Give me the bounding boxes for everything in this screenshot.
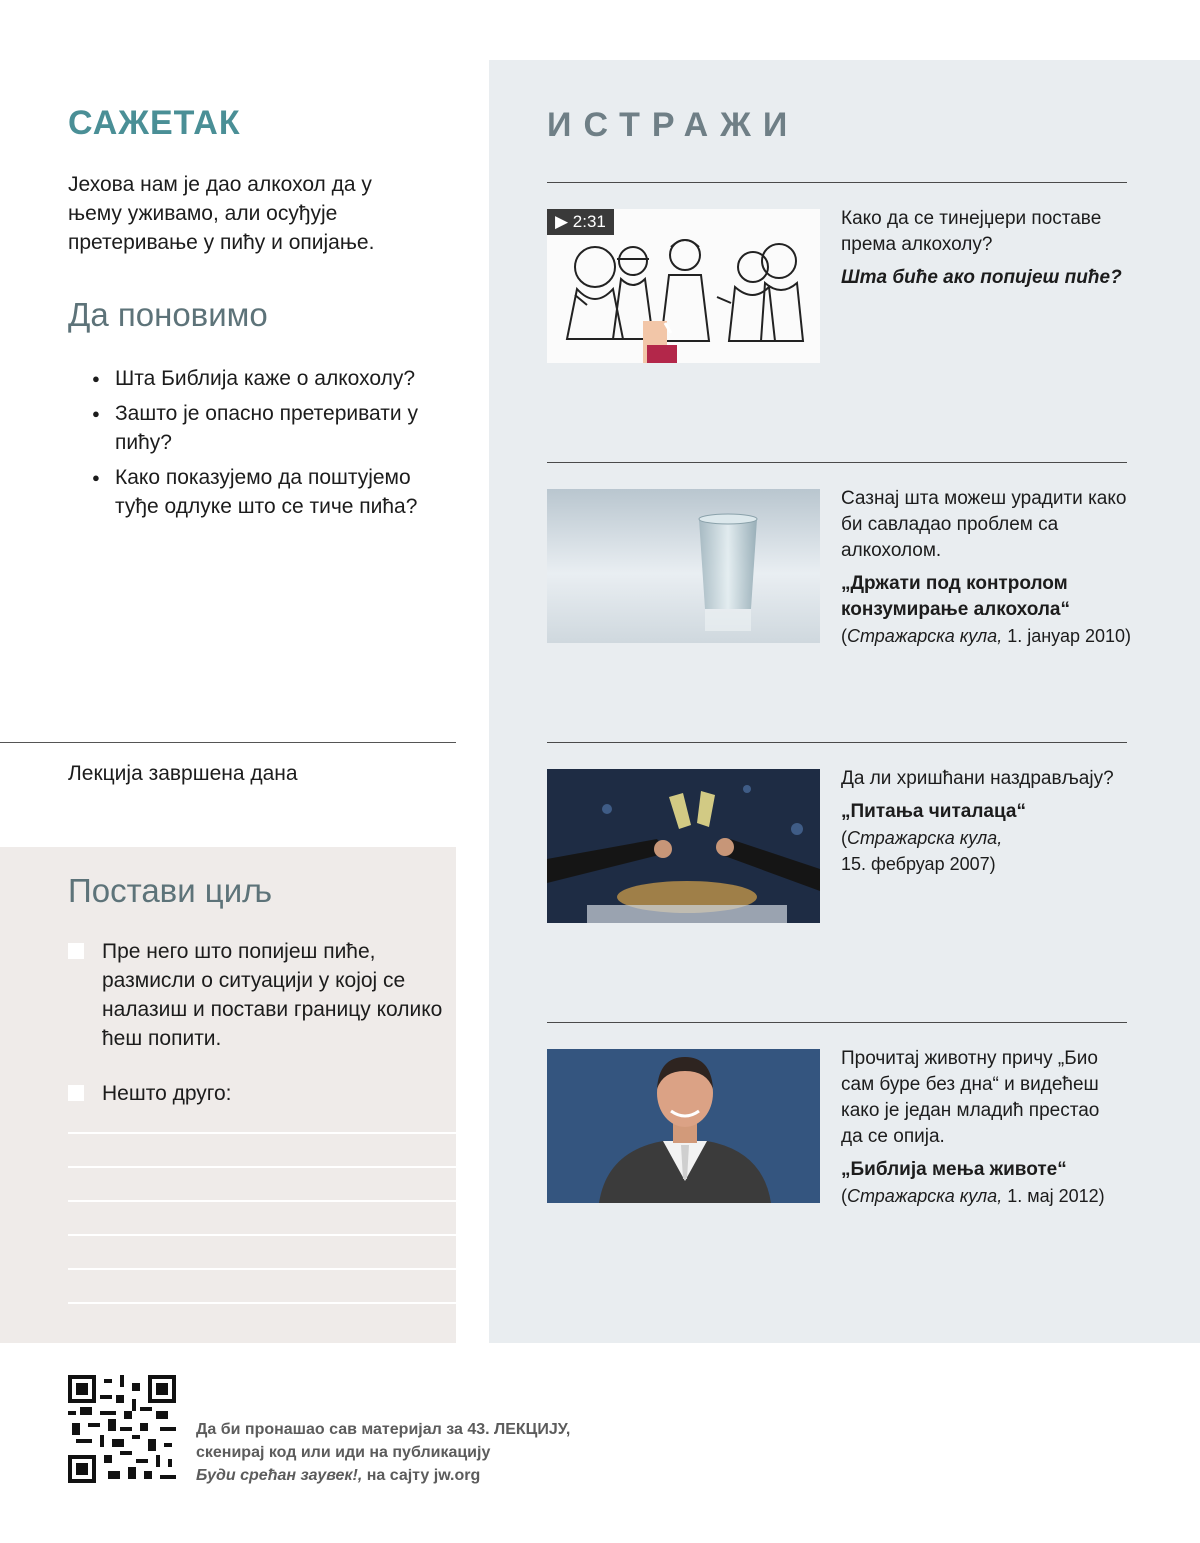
goal-checkbox[interactable] xyxy=(68,943,84,959)
publication-title: Буди срећан заувек!, xyxy=(196,1467,363,1484)
explore-item-description: Да ли хришћани наздрављају? xyxy=(841,768,1114,789)
explore-item-description: Прочитај животну причу „Био сам буре без дна“ и видећеш како је један младић престао да се опија. xyxy=(841,1048,1100,1147)
video-duration-badge: ▶ 2:31 xyxy=(547,209,614,235)
publication-date: 15. фебруар 2007) xyxy=(841,854,996,874)
publication-name: Стражарска кула, xyxy=(847,626,1003,646)
publication-name: Стражарска кула, xyxy=(847,828,1003,848)
explore-item-text xyxy=(841,1046,1141,1209)
video-thumbnail[interactable] xyxy=(547,209,820,363)
write-line[interactable] xyxy=(68,1132,456,1134)
article-image[interactable] xyxy=(547,769,820,923)
review-question: ● Шта Библија каже о алкохолу? xyxy=(92,364,452,393)
article-source: (Стражарска кула, 1. мај 2012) xyxy=(841,1186,1105,1206)
article-image[interactable] xyxy=(547,1049,820,1203)
article-source: (Стражарска кула, 15. фебруар 2007) xyxy=(841,828,1003,874)
article-image[interactable] xyxy=(547,489,820,643)
article-title-link[interactable]: „Држати под контролом конзумирање алкохола“ xyxy=(841,573,1070,620)
publication-date: 1. јануар 2010) xyxy=(1002,626,1132,646)
explore-item-description: Сазнај шта можеш урадити како би савладао проблем са алкохолом. xyxy=(841,488,1127,561)
summary-text: Јехова нам је дао алкохол да у њему уживамо, али осуђује претеривање у пићу и опијање. xyxy=(68,173,375,254)
review-title: Да поновимо xyxy=(68,296,268,333)
goal-option-label: Нешто друго: xyxy=(102,1082,232,1105)
goal-title: Постави циљ xyxy=(68,872,273,909)
explore-item-text xyxy=(841,206,1141,291)
goal-option-label: Пре него што попијеш пиће, размисли о ситуацији у којој се налазиш и постави границу колико ћеш попити. xyxy=(102,940,443,1050)
divider xyxy=(547,742,1127,743)
divider xyxy=(547,182,1127,183)
explore-item-text xyxy=(841,766,1141,877)
website-text: на сајту jw.org xyxy=(362,1467,481,1484)
write-line[interactable] xyxy=(68,1166,456,1168)
goal-option-other[interactable] xyxy=(68,1079,448,1108)
article-source: (Стражарска кула, 1. јануар 2010) xyxy=(841,626,1132,646)
footer-line xyxy=(196,1464,570,1487)
summary-title: САЖЕТАК xyxy=(68,104,241,142)
article-title-link[interactable]: „Библија мења животе“ xyxy=(841,1159,1067,1180)
goal-option[interactable] xyxy=(68,937,448,1053)
write-line[interactable] xyxy=(68,1268,456,1270)
empty-glass-icon xyxy=(547,489,820,643)
goal-checkbox[interactable] xyxy=(68,1085,84,1101)
qr-code-icon[interactable] xyxy=(68,1375,176,1483)
lesson-completed-label: Лекција завршена дана xyxy=(68,762,298,785)
write-line[interactable] xyxy=(68,1234,456,1236)
divider xyxy=(0,742,456,743)
explore-title: ИСТРАЖИ xyxy=(547,106,800,144)
publication-date: 1. мај 2012) xyxy=(1002,1186,1105,1206)
article-title-link[interactable]: „Питања читалаца“ xyxy=(841,801,1026,822)
review-question: ● Зашто је опасно претеривати у пићу? xyxy=(92,399,422,457)
footer-line: скенирај код или иди на публикацију xyxy=(196,1444,491,1461)
explore-item-description: Како да се тинејџери поставе према алкохолу? xyxy=(841,208,1102,255)
review-question: ● Како показујемо да поштујемо туђе одлуке што се тиче пића? xyxy=(92,463,452,521)
footer-note xyxy=(196,1418,570,1487)
review-list xyxy=(92,364,452,527)
write-line[interactable] xyxy=(68,1200,456,1202)
write-line[interactable] xyxy=(68,1302,456,1304)
divider xyxy=(547,462,1127,463)
footer-line: Да би пронашао сав материјал за 43. ЛЕКЦИЈУ, xyxy=(196,1421,571,1438)
publication-name: Стражарска кула, xyxy=(847,1186,1003,1206)
divider xyxy=(547,1022,1127,1023)
video-title-link[interactable]: Шта биће ако попијеш пиће? xyxy=(841,267,1122,288)
young-man-portrait-icon xyxy=(547,1049,820,1203)
explore-item-text xyxy=(841,486,1141,649)
champagne-toast-icon xyxy=(547,769,820,923)
